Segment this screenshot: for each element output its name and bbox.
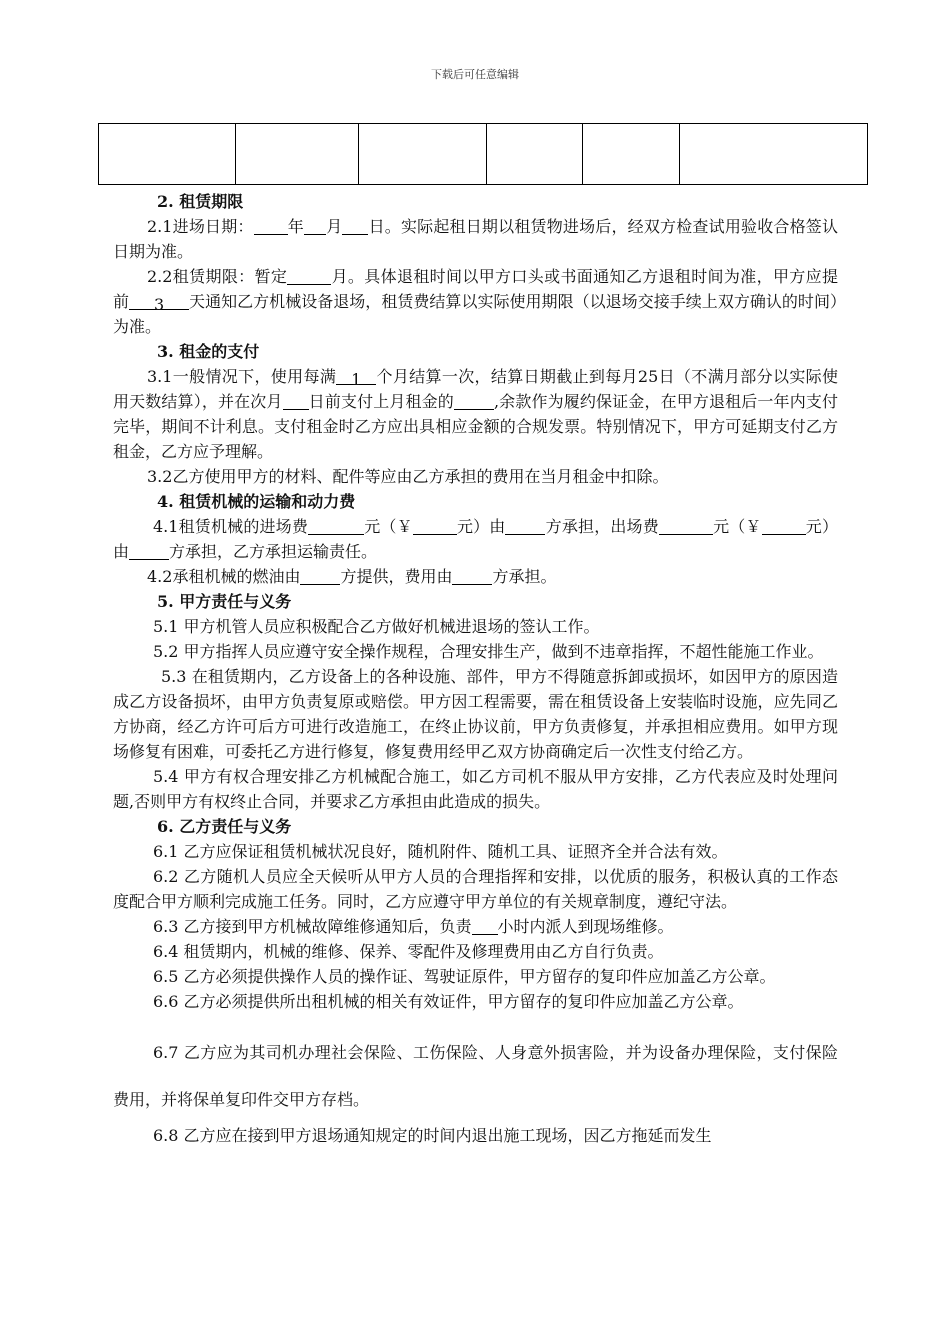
clause-6-7: 6.7 乙方应为其司机办理社会保险、工伤保险、人身意外损害险，并为设备办理保险，支付保险费用，并将保单复印件交甲方存档。: [113, 1043, 838, 1109]
clause-3-2: 3.2乙方使用甲方的材料、配件等应由乙方承担的费用在当月租金中扣除。: [147, 467, 669, 486]
table-cell: [680, 124, 867, 184]
clause-4-2: 4.2承租机械的燃油由 方提供，费用由 方承担。: [147, 567, 557, 586]
table-cell: [99, 124, 236, 184]
clause-2-1: 2.1进场日期： 年 月 日。实际起租日期以租赁物进场后，经双方检查试用验收合格签认日期为准。: [113, 217, 838, 261]
section-2-title: 2. 租赁期限: [157, 192, 244, 211]
section-3-title: 3. 租金的支付: [157, 342, 260, 361]
table-cell: [487, 124, 583, 184]
clause-3-1: 3.1一般情况下，使用每满 1 个月结算一次，结算日期截止到每月25日（不满月部分以实际使用天数结算），并在次月 日前支付上月租金的 ,余款作为履约保证金，在甲方退租后一年内支付完毕，期间不计利息。支付租金时乙方应出具相应金额的合规发票。特别情况下，甲方可延期支付乙方租金，乙方应予理解。: [113, 367, 838, 461]
table-cell: [583, 124, 680, 184]
equipment-table: [98, 123, 868, 185]
clause-5-2: 5.2 甲方指挥人员应遵守安全操作规程，合理安排生产，做到不违章指挥，不超性能施工作业。: [153, 642, 824, 661]
clause-5-1: 5.1 甲方机管人员应积极配合乙方做好机械进退场的签认工作。: [153, 617, 600, 636]
section-4-title: 4. 租赁机械的运输和动力费: [157, 492, 356, 511]
clause-6-1: 6.1 乙方应保证租赁机械状况良好，随机附件、随机工具、证照齐全并合法有效。: [153, 842, 728, 861]
clause-6-6: 6.6 乙方必须提供所出租机械的相关有效证件，甲方留存的复印件应加盖乙方公章。: [153, 992, 744, 1011]
clause-6-5: 6.5 乙方必须提供操作人员的操作证、驾驶证原件，甲方留存的复印件应加盖乙方公章。: [153, 967, 776, 986]
page-header: 下载后可任意编辑: [431, 68, 519, 81]
clause-6-3: 6.3 乙方接到甲方机械故障维修通知后，负责 小时内派人到现场维修。: [153, 917, 674, 936]
section-6-title: 6. 乙方责任与义务: [157, 817, 292, 836]
clause-6-2: 6.2 乙方随机人员应全天候听从甲方人员的合理指挥和安排，以优质的服务，积极认真的工作态度配合甲方顺利完成施工任务。同时，乙方应遵守甲方单位的有关规章制度，遵纪守法。: [113, 867, 838, 911]
clause-6-4: 6.4 租赁期内，机械的维修、保养、零配件及修理费用由乙方自行负责。: [153, 942, 664, 961]
clause-4-1: 4.1租赁机械的进场费 元（￥ 元）由 方承担，出场费 元（￥ 元）由 方承担，乙方承担运输责任。: [113, 517, 838, 561]
contract-body: [113, 189, 838, 1148]
clause-6-8: 6.8 乙方应在接到甲方退场通知规定的时间内退出施工现场，因乙方拖延而发生: [153, 1126, 712, 1145]
clause-5-3: 5.3 在租赁期内，乙方设备上的各种设施、部件，甲方不得随意拆卸或损坏，如因甲方的原因造成乙方设备损坏，由甲方负责复原或赔偿。甲方因工程需要，需在租赁设备上安装临时设施，应先同乙方协商，经乙方许可后方可进行改造施工，在终止协议前，甲方负责修复，并承担相应费用。如甲方现场修复有困难，可委托乙方进行修复，修复费用经甲乙双方协商确定后一次性支付给乙方。: [113, 667, 838, 761]
section-5-title: 5. 甲方责任与义务: [157, 592, 292, 611]
table-cell: [236, 124, 359, 184]
clause-5-4: 5.4 甲方有权合理安排乙方机械配合施工，如乙方司机不服从甲方安排，乙方代表应及时处理问题,否则甲方有权终止合同，并要求乙方承担由此造成的损失。: [113, 767, 838, 811]
clause-2-2: 2.2租赁期限：暂定 月。具体退租时间以甲方口头或书面通知乙方退租时间为准，甲方应提前 3 天通知乙方机械设备退场，租赁费结算以实际使用期限（以退场交接手续上双方确认的时间）为准。: [113, 267, 838, 336]
table-cell: [359, 124, 487, 184]
